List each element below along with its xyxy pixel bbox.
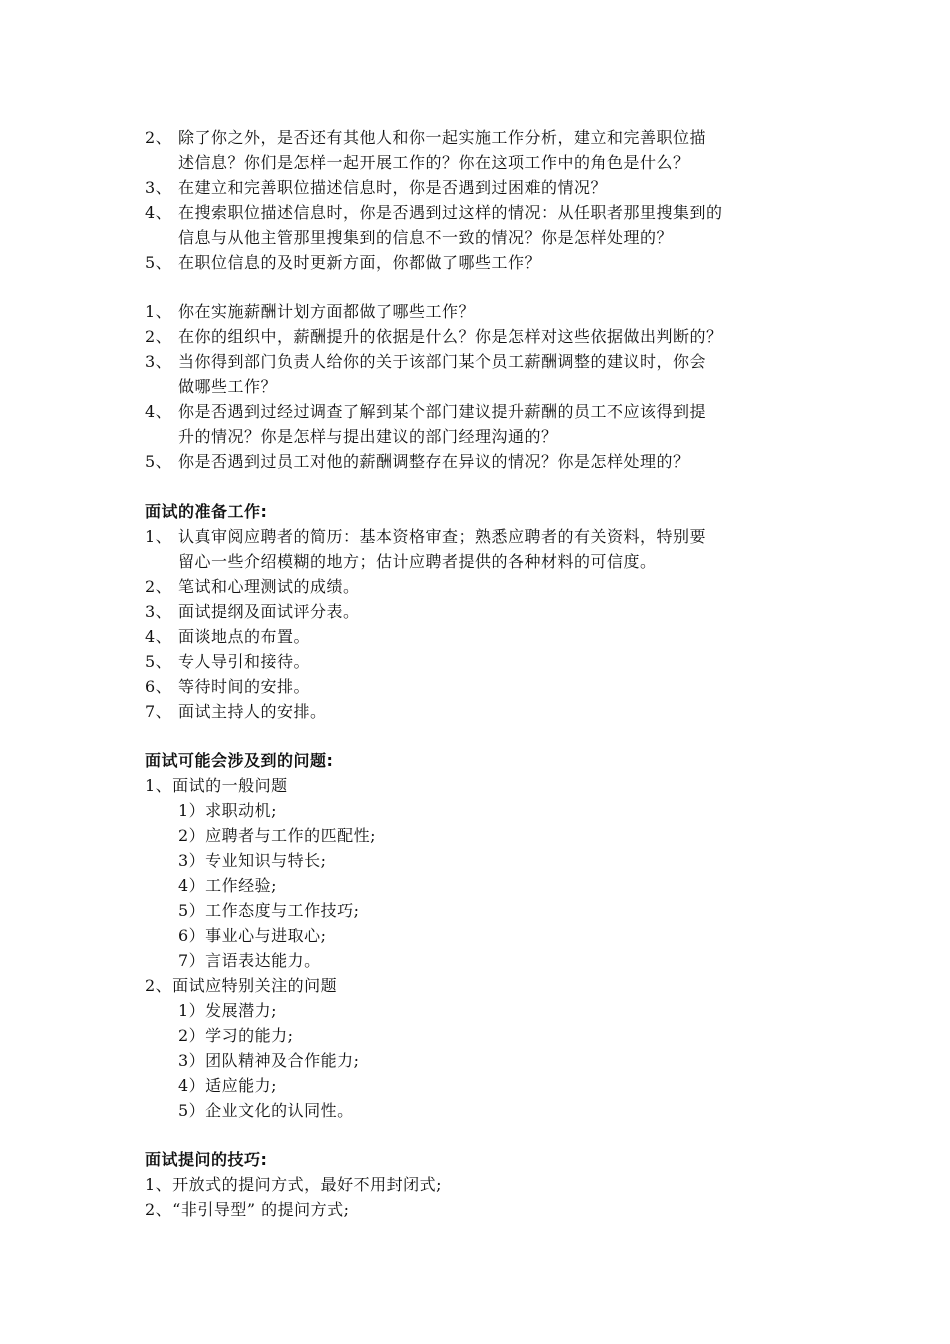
group-title: 2、面试应特别关注的问题 [145, 976, 338, 995]
list-item: 1、开放式的提问方式，最好不用封闭式; [145, 1175, 443, 1194]
section-heading: 面试可能会涉及到的问题: [145, 751, 334, 770]
list-item: 2、“非引导型” 的提问方式; [145, 1200, 350, 1219]
sub-item: 7）言语表达能力。 [178, 951, 321, 970]
sub-item: 2）应聘者与工作的匹配性; [178, 826, 377, 845]
section-heading: 面试的准备工作: [145, 502, 268, 521]
list-item-continuation: 留心一些介绍模糊的地方；估计应聘者提供的各种材料的可信度。 [178, 552, 657, 571]
sub-item: 4）适应能力; [178, 1076, 278, 1095]
sub-item: 1）求职动机; [178, 801, 278, 820]
list-item-continuation: 做哪些工作？ [178, 377, 278, 396]
list-item-continuation: 述信息？你们是怎样一起开展工作的？你在这项工作中的角色是什么？ [178, 153, 690, 172]
sub-item: 6）事业心与进取心; [178, 926, 327, 945]
list-item-continuation: 信息与从他主管那里搜集到的信息不一致的情况？你是怎样处理的？ [178, 228, 674, 247]
sub-item: 2）学习的能力; [178, 1026, 294, 1045]
sub-item: 3）专业知识与特长; [178, 851, 327, 870]
section-heading: 面试提问的技巧: [145, 1150, 268, 1169]
document-page: 2、 除了你之外，是否还有其他人和你一起实施工作分析，建立和完善职位描 述信息？你们是怎样一起开展工作的？你在这项工作中的角色是什么？ 3、 在建立和完善职位描述信息时，你是否遇到过困难的情况？ 4、 在搜索职位描述信息时，你是否遇到过这样的情况：从任职者那里搜集到的 信息与从他主管那里搜集到的信息不一致的情况？你是怎样处理的？ 5、 在职位信息的及时更新方面，你都做了哪些工作？ 1、 你在实施薪酬计划方面都做了哪些工作？ 2、 在你的组织中，薪酬提升的依据是什么？你是怎样对这些依据做出判断的？ 3、 当你得到部门负责人给你的关于该部门某个员工薪酬调整的建议时，你会 做哪些工作？ 4、 你是否遇到过经过调查了解到某个部门建议提升薪酬的员工不应该得到提 升的情况？你是怎样与提出建议的部门经理沟通的？ 5、 你是否遇到过员工对他的薪酬调整存在异议的情况？你是怎样处理的？ 面试的准备工作: 1、 认真审阅应聘者的简历：基本资格审查；熟悉应聘者的有关资料，特别要 留心一些介绍模糊的地方；估计应聘者提供的各种材料的可信度。 2、 笔试和心理测试的成绩。 3、 面试提纲及面试评分表。 4、 面谈地点的布置。 5、 专人导引和接待。 6、 等待时间的安排。 7、 面试主持人的安排。 面试可能会涉及到的问题: 1、面试的一般问题 1）求职动机; 2）应聘者与工作的匹配性; 3）专业知识与特长; 4）工作经验; 5）工作态度与工作技巧; 6）事业心与进取心; 7）言语表达能力。 2、面试应特别关注的问题 1）发展潜力; 2）学习的能力; 3）团队精神及合作能力; 4）适应能力; 5）企业文化的认同性。 面试提问的技巧: 1、开放式的提问方式，最好不用封闭式; 2、“非引导型” 的提问方式; [145, 128, 723, 1219]
sub-item: 3）团队精神及合作能力; [178, 1051, 360, 1070]
sub-item: 5）企业文化的认同性。 [178, 1101, 354, 1120]
sub-item: 5）工作态度与工作技巧; [178, 901, 360, 920]
sub-item: 4）工作经验; [178, 876, 278, 895]
group-title: 1、面试的一般问题 [145, 776, 288, 795]
list-item-continuation: 升的情况？你是怎样与提出建议的部门经理沟通的？ [178, 427, 558, 446]
sub-item: 1）发展潜力; [178, 1001, 278, 1020]
